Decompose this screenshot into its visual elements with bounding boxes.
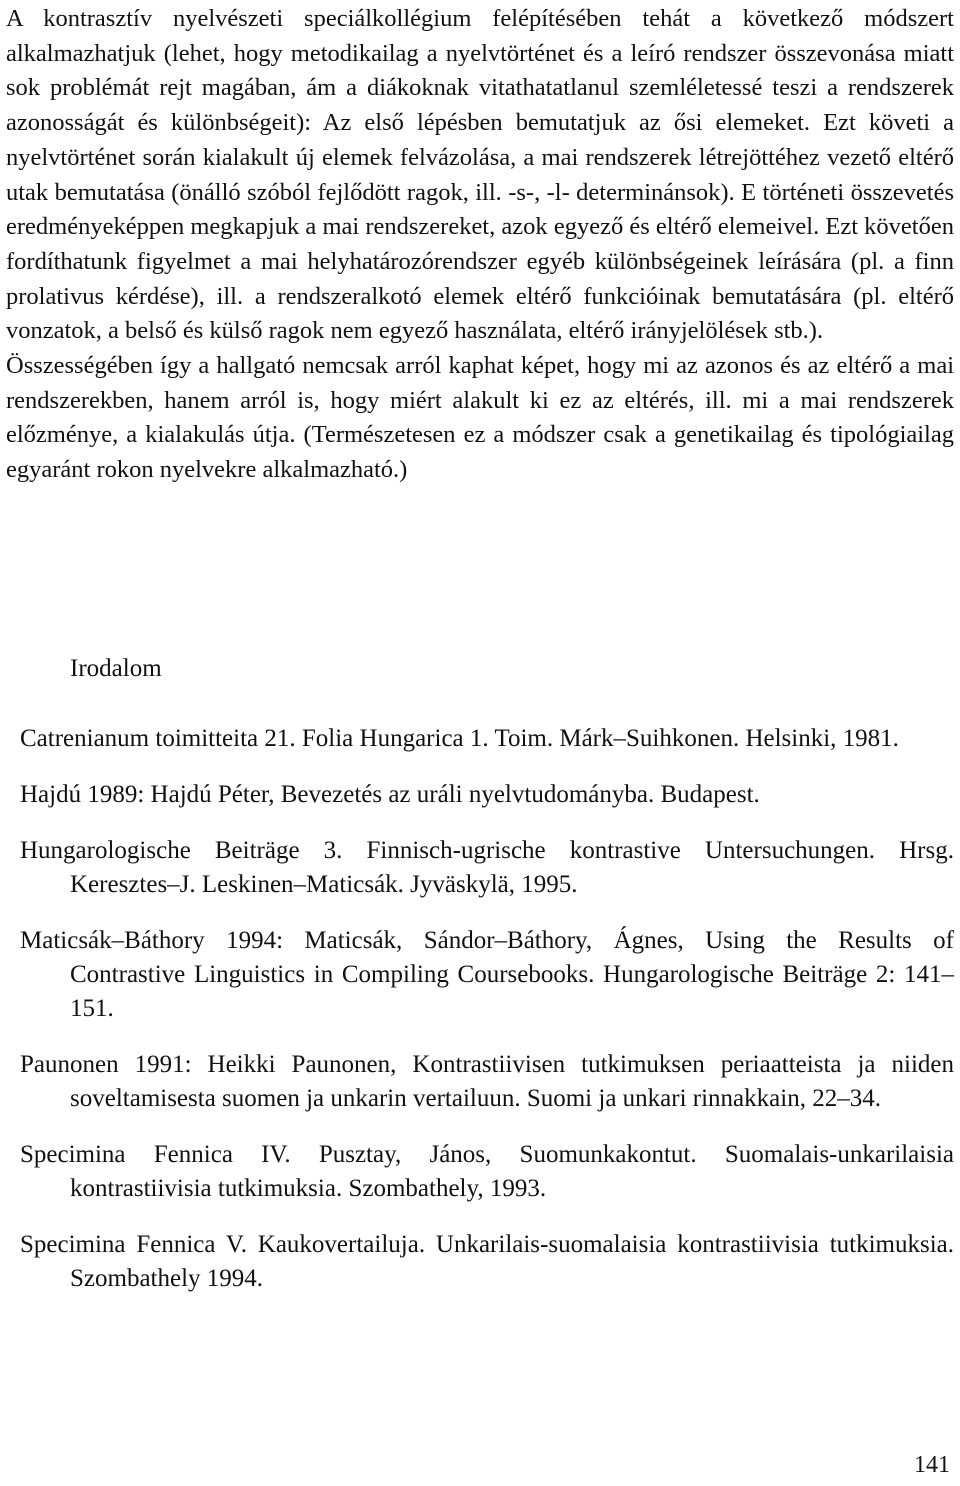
document-page: [6, 0, 954, 1486]
reference-item: Paunonen 1991: Heikki Paunonen, Kontrastiivisen tutkimuksen periaatteista ja niiden soveltamisesta suomen ja unkarin vertailuun. Suomi ja unkari rinnakkain, 22–34.: [20, 1051, 954, 1112]
reference-item: Maticsák–Báthory 1994: Maticsák, Sándor–Báthory, Ágnes, Using the Results of Contrastive Linguistics in Compiling Coursebooks. Hungarologische Beiträge 2: 141–151.: [20, 927, 954, 1022]
section-title: Irodalom: [70, 655, 162, 682]
reference-item: Specimina Fennica V. Kaukovertailuja. Unkarilais-suomalaisia kontrastiivisia tutkimuksia. Szombathely 1994.: [20, 1231, 954, 1292]
reference-list: [20, 722, 954, 1318]
body-text: [6, 2, 954, 488]
page-number: 141: [914, 1452, 950, 1478]
reference-item: Catrenianum toimitteita 21. Folia Hungarica 1. Toim. Márk–Suihkonen. Helsinki, 1981.: [20, 725, 899, 752]
reference-item: Specimina Fennica IV. Pusztay, János, Suomunkakontut. Suomalais-unkarilaisia kontrastiivisia tutkimuksia. Szombathely, 1993.: [20, 1141, 954, 1202]
paragraph: Összességében így a hallgató nemcsak arról kaphat képet, hogy mi az azonos és az eltérő a mai rendszerekben, hanem arról is, hogy miért alakult ki ez az eltérés, ill. mi a mai rendszerek előzménye, a kialakulás útja. (Természetesen ez a módszer csak a genetikailag és tipológiailag egyaránt rokon nyelvekre alkalmazható.): [6, 352, 954, 484]
reference-item: Hajdú 1989: Hajdú Péter, Bevezetés az uráli nyelvtudományba. Budapest.: [20, 781, 760, 808]
reference-item: Hungarologische Beiträge 3. Finnisch-ugrische kontrastive Untersuchungen. Hrsg. Keresztes–J. Leskinen–Maticsák. Jyväskylä, 1995.: [20, 837, 954, 898]
paragraph: A kontrasztív nyelvészeti speciálkollégium felépítésében tehát a következő módszert alkalmazhatjuk (lehet, hogy metodikailag a nyelvtörténet és a leíró rendszer összevonása miatt sok problémát rejt magában, ám a diákoknak vitathatatlanul szemléletessé teszi a rendszerek azonosságát és különbségeit): Az első lépésben bemutatjuk az ősi elemeket. Ezt követi a nyelvtörténet során kialakult új elemek felvázolása, a mai rendszerek létrejöttéhez vezető eltérő utak bemutatása (önálló szóból fejlődött ragok, ill. -s-, -l- determinánsok). E történeti összevetés eredményeképpen megkapjuk a mai rendszereket, azok egyező és eltérő elemeivel. Ezt követően fordíthatunk figyelmet a mai helyhatározórendszer egyéb különbségeinek leírására (pl. a finn prolativus kérdése), ill. a rendszeralkotó elemek eltérő funkcióinak bemutatására (pl. eltérő vonzatok, a belső és külső ragok nem egyező használata, eltérő irányjelölések stb.).: [6, 5, 954, 345]
